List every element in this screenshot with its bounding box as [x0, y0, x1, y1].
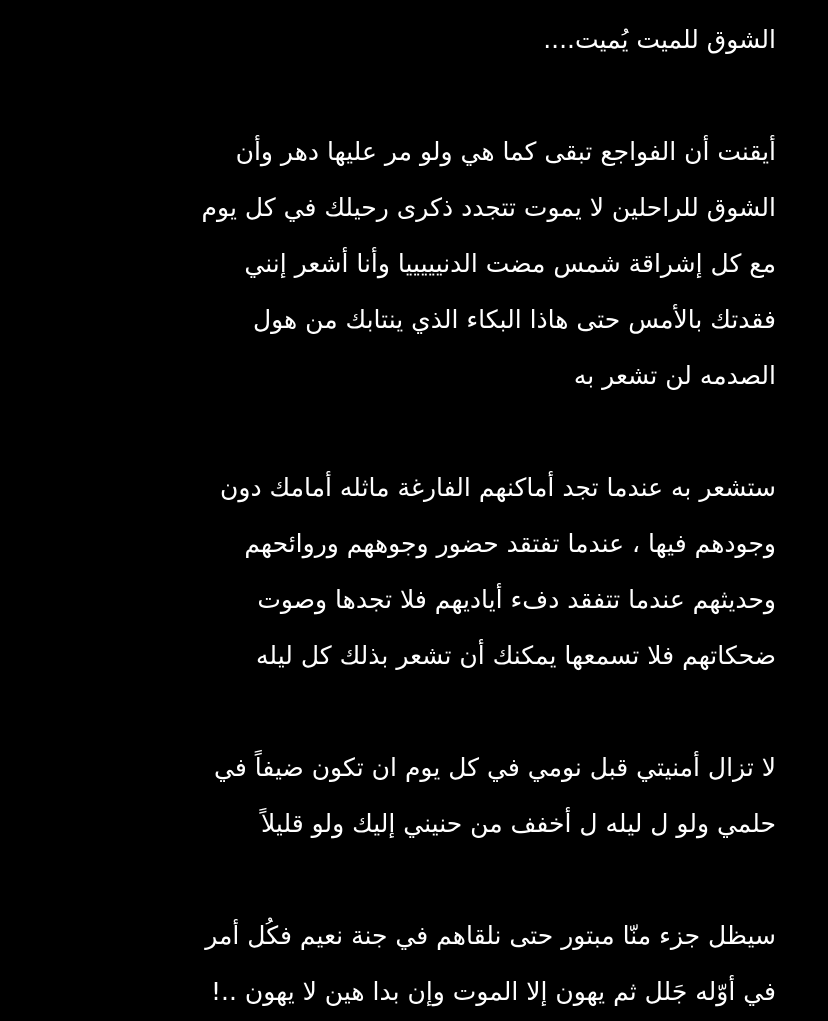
note-title: الشوق للميت يُميت....: [543, 25, 776, 54]
paragraph-gap: [60, 852, 776, 908]
text-line: الشوق للراحلين لا يموت تتجدد ذكرى رحيلك في كل يوم: [201, 193, 776, 222]
paragraph-1: [60, 124, 776, 404]
text-line: لا تزال أمنيتي قبل نومي في كل يوم ان تكون ضيفاً في: [213, 753, 776, 782]
text-line: في أوّله جَلل ثم يهون إلا الموت وإن بدا هين لا يهون ..!: [211, 977, 776, 1006]
text-line: فقدتك بالأمس حتى هاذا البكاء الذي ينتابك من هول: [252, 305, 776, 334]
text-line: سيظل جزء منّا مبتور حتى نلقاهم في جنة نعيم فكُل أمر: [205, 921, 776, 950]
text-line: وحديثهم عندما تتفقد دفء أياديهم فلا تجدها وصوت: [257, 585, 776, 614]
paragraph-gap: [60, 404, 776, 460]
text-line: حلمي ولو ل ليله ل أخفف من حنيني إليك ولو قليلاً: [260, 809, 776, 838]
note-body: [60, 12, 776, 1020]
text-line: وجودهم فيها ، عندما تفتقد حضور وجوههم وروائحهم: [244, 529, 776, 558]
text-line: الصدمه لن تشعر به: [573, 361, 776, 390]
paragraph-3: [60, 740, 776, 852]
text-line: أيقنت أن الفواجع تبقى كما هي ولو مر عليها دهر وأن: [235, 137, 776, 166]
text-line: ستشعر به عندما تجد أماكنهم الفارغة ماثله أمامك دون: [220, 473, 776, 502]
paragraph-gap: [60, 684, 776, 740]
text-line: مع كل إشراقة شمس مضت الدنيييييا وأنا أشعر إنني: [244, 249, 776, 278]
text-line: ضحكاتهم فلا تسمعها يمكنك أن تشعر بذلك كل ليله: [256, 641, 776, 670]
paragraph-2: [60, 460, 776, 684]
paragraph-4: [60, 908, 776, 1020]
paragraph-gap: [60, 68, 776, 124]
